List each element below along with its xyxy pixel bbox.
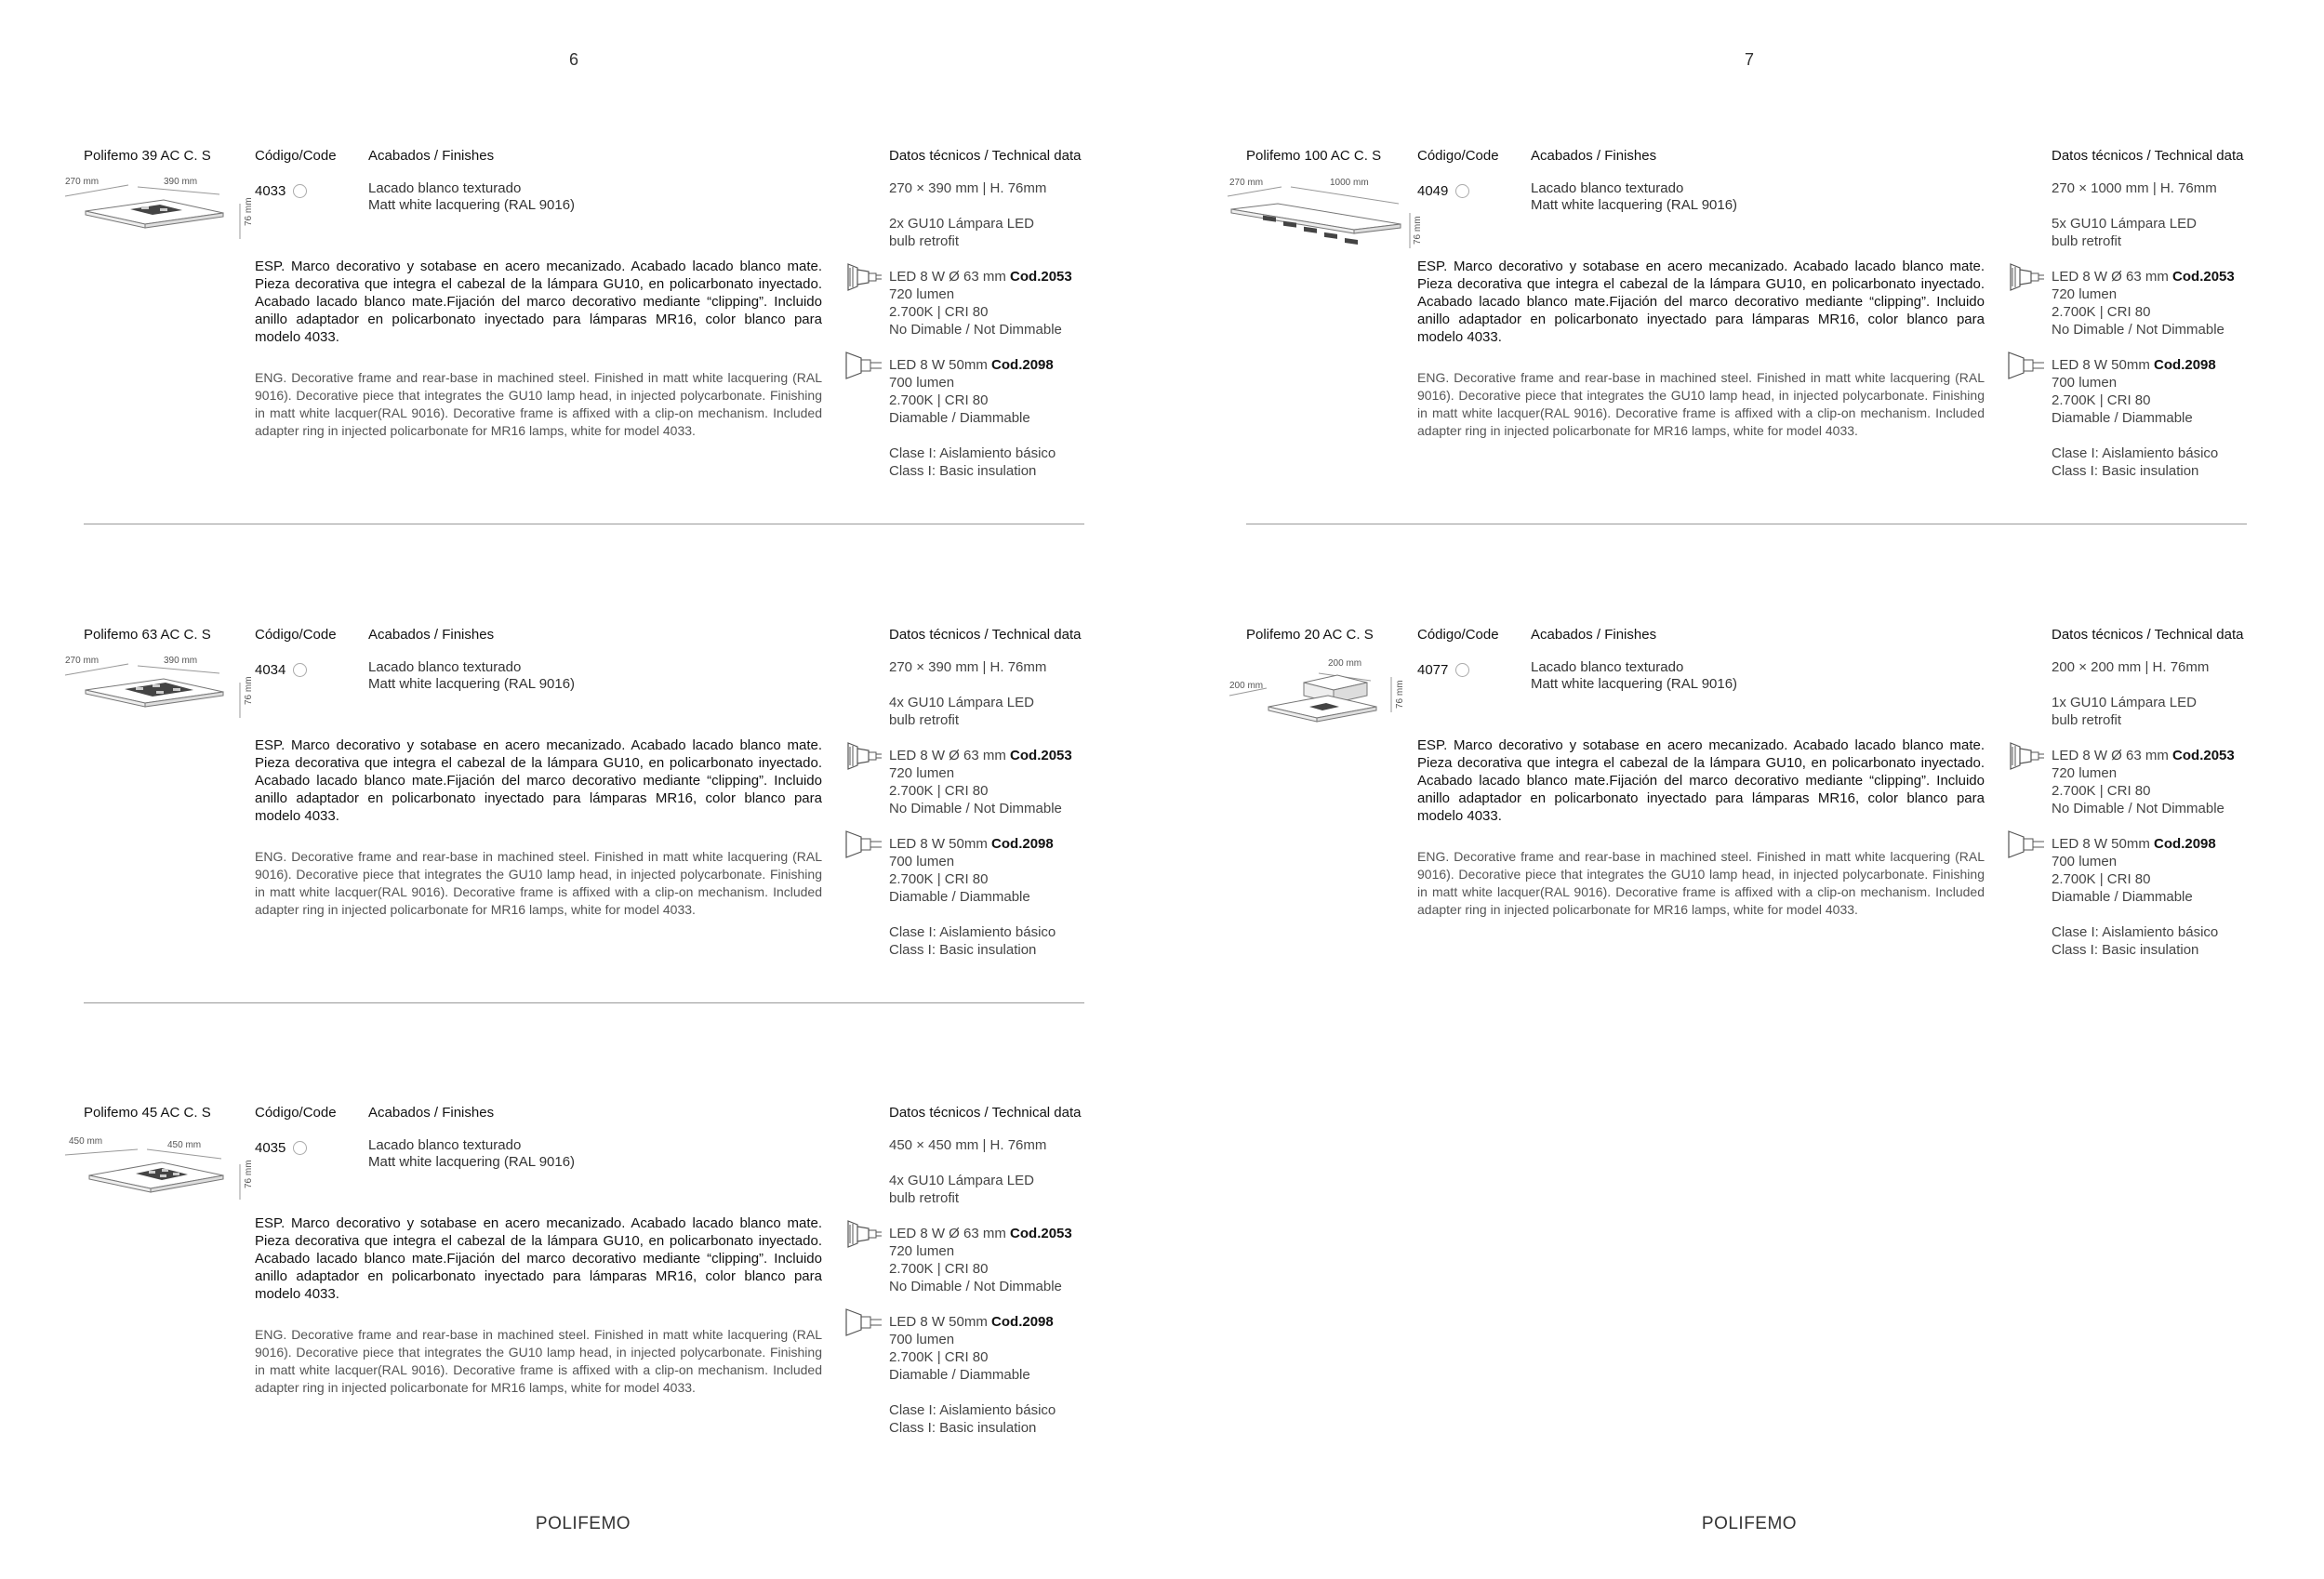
page-footer-brand: POLIFEMO	[535, 1514, 631, 1533]
led-b-lumen: 700 lumen	[889, 375, 955, 391]
code-value: 4077	[1417, 662, 1449, 678]
mr16-lamp-icon	[844, 1302, 885, 1343]
tech-dimensions: 200 × 200 mm | H. 76mm	[2052, 659, 2210, 675]
lamps-line: bulb retrofit	[2052, 233, 2122, 249]
mr16-lamp-icon	[844, 345, 885, 386]
led-a-spec: LED 8 W Ø 63 mm	[889, 1226, 1011, 1241]
finish-text	[368, 180, 575, 214]
led-b-code: Cod.2098	[2154, 357, 2216, 373]
dim-b-label: 1000 mm	[1330, 178, 1369, 188]
tech-dimensions: 270 × 1000 mm | H. 76mm	[2052, 180, 2217, 196]
led-option-b	[2052, 835, 2256, 906]
dim-a-label: 270 mm	[65, 656, 100, 666]
dim-b-label: 390 mm	[164, 656, 198, 666]
description-en: ENG. Decorative frame and rear-base in machined steel. Finished in matt white lacquering (RAL 9016). Decorative piece that integrates the GU10 lamp head, in injected polycarbonate. Finishing in matt white lacquer(RAL 9016). Decorative frame is affixed with a clip-on mechanism. Included adapter ring in injected policarbonate for MR16 lamps, white for model 4033.	[1417, 849, 1985, 917]
finish-swatch	[293, 663, 307, 677]
fixture-diagram	[63, 176, 262, 256]
led-b-cri: 2.700K | CRI 80	[889, 392, 989, 408]
finish-text	[1531, 180, 1737, 214]
section-divider	[84, 1002, 1084, 1003]
led-option-b	[2052, 356, 2256, 427]
led-a-cri: 2.700K | CRI 80	[889, 1261, 989, 1277]
code-value: 4034	[255, 662, 286, 678]
class-es: Clase I: Aislamiento básico	[2052, 445, 2219, 461]
finish-es: Lacado blanco texturado	[368, 659, 522, 675]
finish-es: Lacado blanco texturado	[1531, 659, 1684, 675]
finish-text	[1531, 659, 1737, 693]
product-code	[255, 662, 307, 678]
class-es: Clase I: Aislamiento básico	[889, 1402, 1056, 1418]
code-value: 4035	[255, 1140, 286, 1156]
lamps-line: bulb retrofit	[889, 233, 960, 249]
insulation-class	[889, 1401, 1094, 1437]
lamps-line: 4x GU10 Lámpara LED	[889, 1173, 1034, 1188]
gu10-lamp-icon	[2007, 257, 2048, 298]
tech-data	[2052, 179, 2256, 498]
mr16-lamp-icon	[2007, 824, 2048, 865]
description-en: ENG. Decorative frame and rear-base in machined steel. Finished in matt white lacquering (RAL 9016). Decorative piece that integrates the GU10 lamp head, in injected polycarbonate. Finishing in matt white lacquer(RAL 9016). Decorative frame is affixed with a clip-on mechanism. Included adapter ring in injected policarbonate for MR16 lamps, white for model 4033.	[1417, 370, 1985, 438]
dim-h-label: 76 mm	[244, 197, 254, 226]
led-a-spec: LED 8 W Ø 63 mm	[2052, 748, 2173, 763]
led-b-cri: 2.700K | CRI 80	[2052, 871, 2151, 887]
class-en: Class I: Basic insulation	[2052, 942, 2199, 958]
led-b-cri: 2.700K | CRI 80	[889, 1349, 989, 1365]
dim-b-label: 200 mm	[1328, 658, 1362, 669]
page-number: 6	[568, 50, 578, 69]
tech-data-header: Datos técnicos / Technical data	[889, 1105, 1082, 1121]
finish-es: Lacado blanco texturado	[368, 180, 522, 196]
lamps-line: 1x GU10 Lámpara LED	[2052, 695, 2197, 710]
finish-en: Matt white lacquering (RAL 9016)	[1531, 197, 1738, 213]
gu10-lamp-icon	[844, 736, 885, 776]
led-b-lumen: 700 lumen	[889, 854, 955, 869]
led-b-dimming: Diamable / Diammable	[2052, 889, 2193, 905]
tech-data-header: Datos técnicos / Technical data	[2052, 627, 2244, 643]
led-b-lumen: 700 lumen	[2052, 854, 2118, 869]
finish-swatch	[1455, 663, 1469, 677]
lamps-line: bulb retrofit	[889, 1190, 960, 1206]
finish-swatch	[293, 184, 307, 198]
product-name: Polifemo 39 AC C. S	[84, 148, 211, 164]
class-es: Clase I: Aislamiento básico	[2052, 924, 2219, 940]
insulation-class	[889, 445, 1094, 480]
led-option-b	[889, 356, 1094, 427]
led-a-spec: LED 8 W Ø 63 mm	[889, 748, 1011, 763]
product-code	[255, 1140, 307, 1156]
finishes-header: Acabados / Finishes	[1531, 627, 1657, 643]
description-es: ESP. Marco decorativo y sotabase en acero mecanizado. Acabado lacado blanco mate. Pieza decorativa que integra el cabezal de la lámpara GU10, en policarbonato inyectado. Acabado lacado blanco mate.Fijación del marco decorativo mediante “clipping”. Incluido anillo adaptador en policarbonato inyectado para lámparas MR16, color blanco para modelo 4033.	[255, 259, 822, 345]
code-value: 4033	[255, 183, 286, 199]
finish-es: Lacado blanco texturado	[1531, 180, 1684, 196]
lamps-line: bulb retrofit	[889, 712, 960, 728]
description-es: ESP. Marco decorativo y sotabase en acero mecanizado. Acabado lacado blanco mate. Pieza decorativa que integra el cabezal de la lámpara GU10, en policarbonato inyectado. Acabado lacado blanco mate.Fijación del marco decorativo mediante “clipping”. Incluido anillo adaptador en policarbonato inyectado para lámparas MR16, color blanco para modelo 4033.	[255, 737, 822, 824]
led-b-code: Cod.2098	[991, 836, 1054, 852]
finish-en: Matt white lacquering (RAL 9016)	[368, 676, 576, 692]
finish-text	[368, 1137, 575, 1171]
class-en: Class I: Basic insulation	[889, 942, 1037, 958]
tech-lamps	[889, 694, 1094, 729]
led-b-spec: LED 8 W 50mm	[889, 836, 992, 852]
gu10-lamp-icon	[2007, 736, 2048, 776]
led-option-a	[2052, 747, 2256, 817]
led-b-lumen: 700 lumen	[889, 1332, 955, 1347]
dim-h-label: 76 mm	[244, 676, 254, 705]
code-header: Código/Code	[255, 627, 337, 643]
finishes-header: Acabados / Finishes	[368, 148, 495, 164]
product-code	[1417, 662, 1469, 678]
led-option-a	[2052, 268, 2256, 338]
tech-lamps	[2052, 694, 2256, 729]
led-a-dimming: No Dimable / Not Dimmable	[889, 322, 1062, 338]
led-a-lumen: 720 lumen	[889, 286, 955, 302]
finishes-header: Acabados / Finishes	[1531, 148, 1657, 164]
page-number: 7	[1744, 50, 1754, 69]
gu10-lamp-icon	[844, 1214, 885, 1254]
tech-data	[2052, 658, 2256, 976]
code-value: 4049	[1417, 183, 1449, 199]
page-footer-brand: POLIFEMO	[1701, 1514, 1798, 1533]
product-block	[69, 1105, 1084, 1514]
product-block	[65, 148, 1084, 557]
fixture-diagram	[63, 1133, 262, 1213]
led-a-code: Cod.2053	[1010, 269, 1072, 285]
dim-a-label: 270 mm	[1229, 178, 1264, 188]
led-option-b	[889, 835, 1094, 906]
insulation-class	[2052, 923, 2256, 959]
led-b-dimming: Diamable / Diammable	[889, 410, 1030, 426]
led-a-lumen: 720 lumen	[889, 1243, 955, 1259]
tech-dimensions: 450 × 450 mm | H. 76mm	[889, 1137, 1047, 1153]
description-en: ENG. Decorative frame and rear-base in machined steel. Finished in matt white lacquering (RAL 9016). Decorative piece that integrates the GU10 lamp head, in injected polycarbonate. Finishing in matt white lacquer(RAL 9016). Decorative frame is affixed with a clip-on mechanism. Included adapter ring in injected policarbonate for MR16 lamps, white for model 4033.	[255, 370, 822, 438]
led-option-a	[889, 1225, 1094, 1295]
led-a-cri: 2.700K | CRI 80	[889, 304, 989, 320]
led-b-cri: 2.700K | CRI 80	[2052, 392, 2151, 408]
description-es: ESP. Marco decorativo y sotabase en acero mecanizado. Acabado lacado blanco mate. Pieza decorativa que integra el cabezal de la lámpara GU10, en policarbonato inyectado. Acabado lacado blanco mate.Fijación del marco decorativo mediante “clipping”. Incluido anillo adaptador en policarbonato inyectado para lámparas MR16, color blanco para modelo 4033.	[255, 1215, 822, 1302]
class-en: Class I: Basic insulation	[889, 1420, 1037, 1436]
product-block	[65, 627, 1084, 1036]
product-block	[1229, 148, 2247, 557]
finish-en: Matt white lacquering (RAL 9016)	[1531, 676, 1738, 692]
led-a-dimming: No Dimable / Not Dimmable	[889, 801, 1062, 816]
led-a-cri: 2.700K | CRI 80	[889, 783, 989, 799]
led-option-a	[889, 747, 1094, 817]
led-b-code: Cod.2098	[991, 357, 1054, 373]
finish-swatch	[293, 1141, 307, 1155]
product-block	[1229, 627, 2247, 1036]
tech-data	[889, 1136, 1094, 1454]
led-a-cri: 2.700K | CRI 80	[2052, 783, 2151, 799]
dim-a-label: 200 mm	[1229, 681, 1264, 691]
tech-data-header: Datos técnicos / Technical data	[2052, 148, 2244, 164]
dim-b-label: 390 mm	[164, 177, 198, 187]
catalog-page-right	[1162, 0, 2324, 1579]
led-a-dimming: No Dimable / Not Dimmable	[2052, 322, 2224, 338]
fixture-diagram	[1226, 176, 1425, 256]
description-en: ENG. Decorative frame and rear-base in machined steel. Finished in matt white lacquering (RAL 9016). Decorative piece that integrates the GU10 lamp head, in injected polycarbonate. Finishing in matt white lacquer(RAL 9016). Decorative frame is affixed with a clip-on mechanism. Included adapter ring in injected policarbonate for MR16 lamps, white for model 4033.	[255, 1327, 822, 1395]
tech-data-header: Datos técnicos / Technical data	[889, 148, 1082, 164]
tech-lamps	[889, 215, 1094, 250]
tech-data	[889, 658, 1094, 976]
tech-data	[889, 179, 1094, 498]
gu10-lamp-icon	[844, 257, 885, 298]
tech-data-header: Datos técnicos / Technical data	[889, 627, 1082, 643]
code-header: Código/Code	[1417, 627, 1499, 643]
finish-en: Matt white lacquering (RAL 9016)	[368, 197, 576, 213]
finishes-header: Acabados / Finishes	[368, 1105, 495, 1121]
led-a-dimming: No Dimable / Not Dimmable	[889, 1279, 1062, 1294]
dim-h-label: 76 mm	[244, 1160, 254, 1188]
led-a-lumen: 720 lumen	[2052, 286, 2118, 302]
led-a-spec: LED 8 W Ø 63 mm	[2052, 269, 2173, 285]
class-es: Clase I: Aislamiento básico	[889, 924, 1056, 940]
dim-a-label: 450 mm	[69, 1136, 103, 1147]
fixture-diagram	[63, 655, 262, 735]
product-name: Polifemo 20 AC C. S	[1246, 627, 1374, 643]
description-en: ENG. Decorative frame and rear-base in machined steel. Finished in matt white lacquering (RAL 9016). Decorative piece that integrates the GU10 lamp head, in injected polycarbonate. Finishing in matt white lacquer(RAL 9016). Decorative frame is affixed with a clip-on mechanism. Included adapter ring in injected policarbonate for MR16 lamps, white for model 4033.	[255, 849, 822, 917]
led-b-cri: 2.700K | CRI 80	[889, 871, 989, 887]
fixture-diagram	[1226, 655, 1425, 735]
code-header: Código/Code	[255, 1105, 337, 1121]
lamps-line: 4x GU10 Lámpara LED	[889, 695, 1034, 710]
led-a-code: Cod.2053	[2172, 269, 2235, 285]
finishes-header: Acabados / Finishes	[368, 627, 495, 643]
led-b-spec: LED 8 W 50mm	[2052, 357, 2155, 373]
description-es: ESP. Marco decorativo y sotabase en acero mecanizado. Acabado lacado blanco mate. Pieza decorativa que integra el cabezal de la lámpara GU10, en policarbonato inyectado. Acabado lacado blanco mate.Fijación del marco decorativo mediante “clipping”. Incluido anillo adaptador en policarbonato inyectado para lámparas MR16, color blanco para modelo 4033.	[1417, 259, 1985, 345]
led-a-spec: LED 8 W Ø 63 mm	[889, 269, 1011, 285]
led-b-code: Cod.2098	[2154, 836, 2216, 852]
lamps-line: 5x GU10 Lámpara LED	[2052, 216, 2197, 232]
finish-text	[368, 659, 575, 693]
led-b-dimming: Diamable / Diammable	[889, 1367, 1030, 1383]
tech-dimensions: 270 × 390 mm | H. 76mm	[889, 180, 1047, 196]
led-a-cri: 2.700K | CRI 80	[2052, 304, 2151, 320]
tech-lamps	[2052, 215, 2256, 250]
product-name: Polifemo 63 AC C. S	[84, 627, 211, 643]
product-code	[255, 183, 307, 199]
finish-en: Matt white lacquering (RAL 9016)	[368, 1154, 576, 1170]
led-option-a	[889, 268, 1094, 338]
product-code	[1417, 183, 1469, 199]
finish-es: Lacado blanco texturado	[368, 1137, 522, 1153]
led-a-lumen: 720 lumen	[889, 765, 955, 781]
led-a-code: Cod.2053	[2172, 748, 2235, 763]
led-b-spec: LED 8 W 50mm	[2052, 836, 2155, 852]
insulation-class	[889, 923, 1094, 959]
mr16-lamp-icon	[2007, 345, 2048, 386]
lamps-line: 2x GU10 Lámpara LED	[889, 216, 1034, 232]
lamps-line: bulb retrofit	[2052, 712, 2122, 728]
led-a-dimming: No Dimable / Not Dimmable	[2052, 801, 2224, 816]
insulation-class	[2052, 445, 2256, 480]
dim-b-label: 450 mm	[167, 1140, 202, 1150]
tech-lamps	[889, 1172, 1094, 1207]
led-a-code: Cod.2053	[1010, 1226, 1072, 1241]
led-a-lumen: 720 lumen	[2052, 765, 2118, 781]
product-name: Polifemo 45 AC C. S	[84, 1105, 211, 1121]
tech-dimensions: 270 × 390 mm | H. 76mm	[889, 659, 1047, 675]
led-b-spec: LED 8 W 50mm	[889, 1314, 992, 1330]
led-b-dimming: Diamable / Diammable	[889, 889, 1030, 905]
led-b-code: Cod.2098	[991, 1314, 1054, 1330]
led-option-b	[889, 1313, 1094, 1384]
finish-swatch	[1455, 184, 1469, 198]
class-en: Class I: Basic insulation	[889, 463, 1037, 479]
class-es: Clase I: Aislamiento básico	[889, 445, 1056, 461]
dim-h-label: 76 mm	[1413, 216, 1423, 245]
led-b-dimming: Diamable / Diammable	[2052, 410, 2193, 426]
code-header: Código/Code	[255, 148, 337, 164]
dim-a-label: 270 mm	[65, 177, 100, 187]
led-b-spec: LED 8 W 50mm	[889, 357, 992, 373]
dim-h-label: 76 mm	[1395, 680, 1405, 709]
product-name: Polifemo 100 AC C. S	[1246, 148, 1382, 164]
led-a-code: Cod.2053	[1010, 748, 1072, 763]
class-en: Class I: Basic insulation	[2052, 463, 2199, 479]
led-b-lumen: 700 lumen	[2052, 375, 2118, 391]
mr16-lamp-icon	[844, 824, 885, 865]
description-es: ESP. Marco decorativo y sotabase en acero mecanizado. Acabado lacado blanco mate. Pieza decorativa que integra el cabezal de la lámpara GU10, en policarbonato inyectado. Acabado lacado blanco mate.Fijación del marco decorativo mediante “clipping”. Incluido anillo adaptador en policarbonato inyectado para lámparas MR16, color blanco para modelo 4033.	[1417, 737, 1985, 824]
code-header: Código/Code	[1417, 148, 1499, 164]
